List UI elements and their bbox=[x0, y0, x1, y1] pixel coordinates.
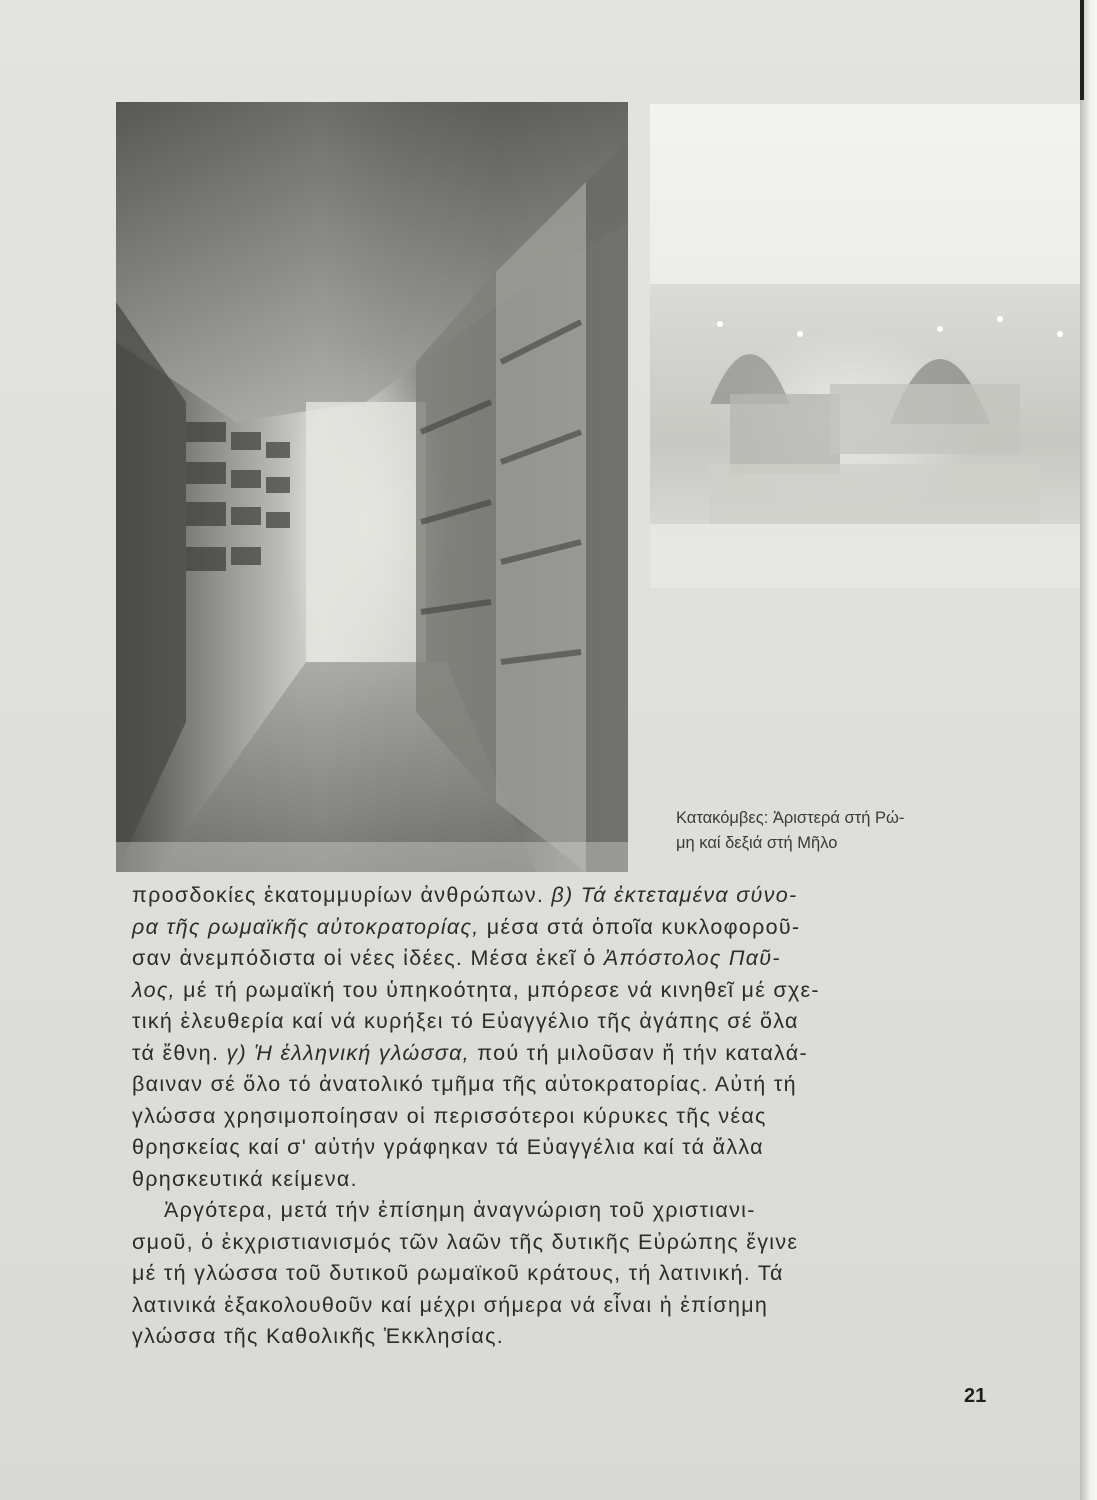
text-line-6 bbox=[132, 1038, 992, 1070]
italic-segment: ρα τῆς ρωμαϊκῆς αὐτοκρατορίας, bbox=[132, 914, 480, 939]
text-line-7: βαιναν σέ ὅλο τό ἀνατολικό τμῆμα τῆς αὐτοκρατορίας. Αὐτή τή bbox=[132, 1072, 797, 1096]
text-segment: μέσα στά ὁποῖα κυκλοφοροῦ- bbox=[479, 914, 801, 939]
text-segment: προσδοκίες ἑκατομμυρίων ἀνθρώπων. bbox=[132, 883, 552, 907]
text-line-14: λατινικά ἐξακολουθοῦν καί μέχρι σήμερα νά εἶναι ἡ ἐπίσημη bbox=[132, 1292, 769, 1317]
italic-segment: β) Τά ἐκτεταμένα σύνο- bbox=[551, 883, 798, 907]
text-line-8: γλώσσα χρησιμοποίησαν οἱ περισσότεροι κύρυκες τῆς νέας bbox=[132, 1103, 767, 1128]
catacombs-milos-photo bbox=[650, 104, 1097, 588]
catacombs-rome-photo bbox=[116, 102, 628, 872]
text-line-2 bbox=[132, 912, 992, 944]
caption-line-2: μη καί δεξιά στή Μῆλο bbox=[676, 834, 838, 852]
text-line-3 bbox=[132, 943, 992, 975]
page-number: 21 bbox=[964, 1385, 987, 1407]
text-line-9: θρησκείας καί σ' αὐτήν γράφηκαν τά Εὐαγγέλια καί τά ἄλλα bbox=[132, 1135, 764, 1159]
text-line-11: Ἀργότερα, μετά τήν ἐπίσημη ἀναγνώριση τοῦ χριστιανι- bbox=[164, 1198, 756, 1222]
body-text bbox=[132, 880, 992, 1353]
text-line-1 bbox=[132, 880, 992, 912]
text-line-12: σμοῦ, ὁ ἐκχριστιανισμός τῶν λαῶν τῆς δυτικῆς Εὐρώπης ἔγινε bbox=[132, 1229, 799, 1254]
text-line-13: μέ τή γλώσσα τοῦ δυτικοῦ ρωμαϊκοῦ κράτους, τή λατινική. Τά bbox=[132, 1261, 784, 1285]
catacombs-milos-illustration bbox=[650, 104, 1097, 588]
italic-segment: λος, bbox=[132, 977, 176, 1002]
photo-caption bbox=[676, 806, 976, 856]
text-line-5: τική ἐλευθερία καί νά κυρήξει τό Εὐαγγέλιο τῆς ἀγάπης σέ ὅλα bbox=[132, 1009, 799, 1033]
text-line-10: θρησκευτικά κείμενα. bbox=[132, 1166, 358, 1191]
text-segment: τά ἔθνη. bbox=[132, 1040, 227, 1065]
catacombs-rome-illustration bbox=[116, 102, 628, 872]
italic-segment: γ) Ἡ ἑλληνική γλώσσα, bbox=[226, 1040, 470, 1065]
text-segment: μέ τή ρωμαϊκή του ὑπηκοότητα, μπόρεσε νά κινηθεῖ μέ σχε- bbox=[175, 977, 820, 1002]
text-segment: πού τή μιλοῦσαν ἤ τήν καταλά- bbox=[469, 1040, 808, 1065]
text-segment: σαν ἀνεμπόδιστα οἱ νέες ἰδέες. Μέσα ἐκεῖ ὁ bbox=[132, 946, 604, 970]
page-edge bbox=[1080, 0, 1097, 1500]
text-line-15: γλώσσα τῆς Καθολικῆς Ἐκκλησίας. bbox=[132, 1324, 505, 1348]
italic-segment: Ἀπόστολος Παῦ- bbox=[603, 946, 781, 970]
caption-line-1: Κατακόμβες: Ἀριστερά στή Ρώ- bbox=[676, 809, 905, 827]
text-line-4 bbox=[132, 975, 992, 1007]
binding-shadow bbox=[1080, 0, 1084, 100]
